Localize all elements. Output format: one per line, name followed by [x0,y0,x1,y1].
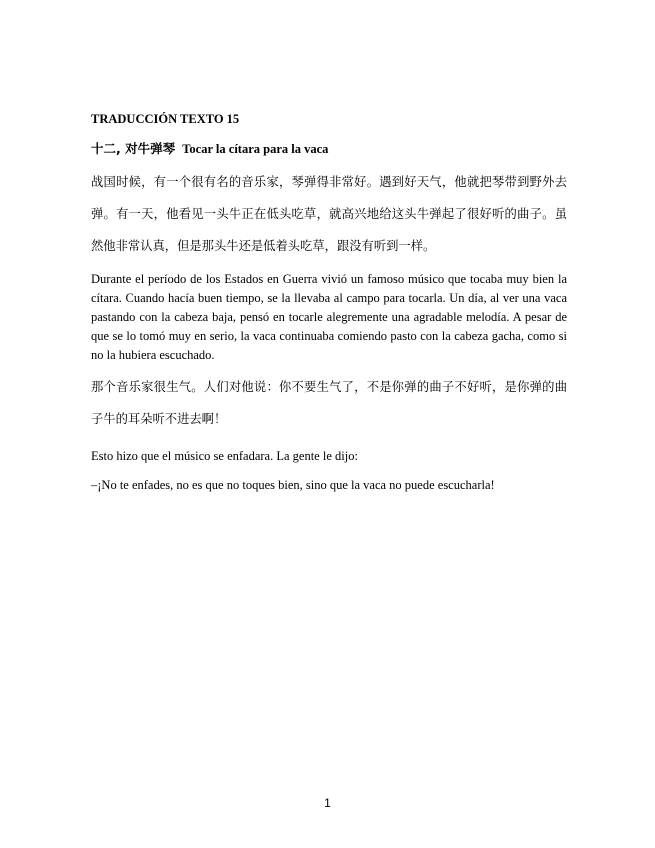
spanish-paragraph-1: Durante el período de los Estados en Guerra vivió un famoso músico que tocaba muy bien la cítara. Cuando hacía buen tiempo, se la llevaba al campo para tocarla. Un día, al ver una vaca pastando con la cabeza baja, pensó en tocarle alegremente una agradable melodía. A pesar de que se lo tomó muy en serio, la vaca continuaba comiendo pasto con la cabeza gacha, como si no la hubiera escuchado. [91,272,567,362]
story-title [91,140,567,158]
document-heading: TRADUCCIÓN TEXTO 15 [91,112,240,126]
chinese-paragraph-1: 战国时候，有一个很有名的音乐家，琴弹得非常好。遇到好天气，他就把琴带到野外去弹。有一天，他看见一头牛正在低头吃草，就高兴地给这头牛弹起了很好听的曲子。虽然他非常认真，但是那头牛还是低着头吃草，跟没有听到一样。 [91,175,567,253]
document-body [91,111,567,495]
spanish-paragraph-3: –¡No te enfades, no es que no toques bien, sino que la vaca no puede escucharla! [91,478,495,492]
story-title-chinese: 十二, 对牛弹琴 [91,141,176,156]
chinese-paragraph-2: 那个音乐家很生气。人们对他说：你不要生气了，不是你弹的曲子不好听，是你弹的曲子牛的耳朵听不进去啊！ [91,380,567,426]
page-number: 1 [324,796,331,810]
spanish-paragraph-2: Esto hizo que el músico se enfadara. La gente le dijo: [91,449,358,463]
story-title-spanish: Tocar la cítara para la vaca [182,142,329,156]
